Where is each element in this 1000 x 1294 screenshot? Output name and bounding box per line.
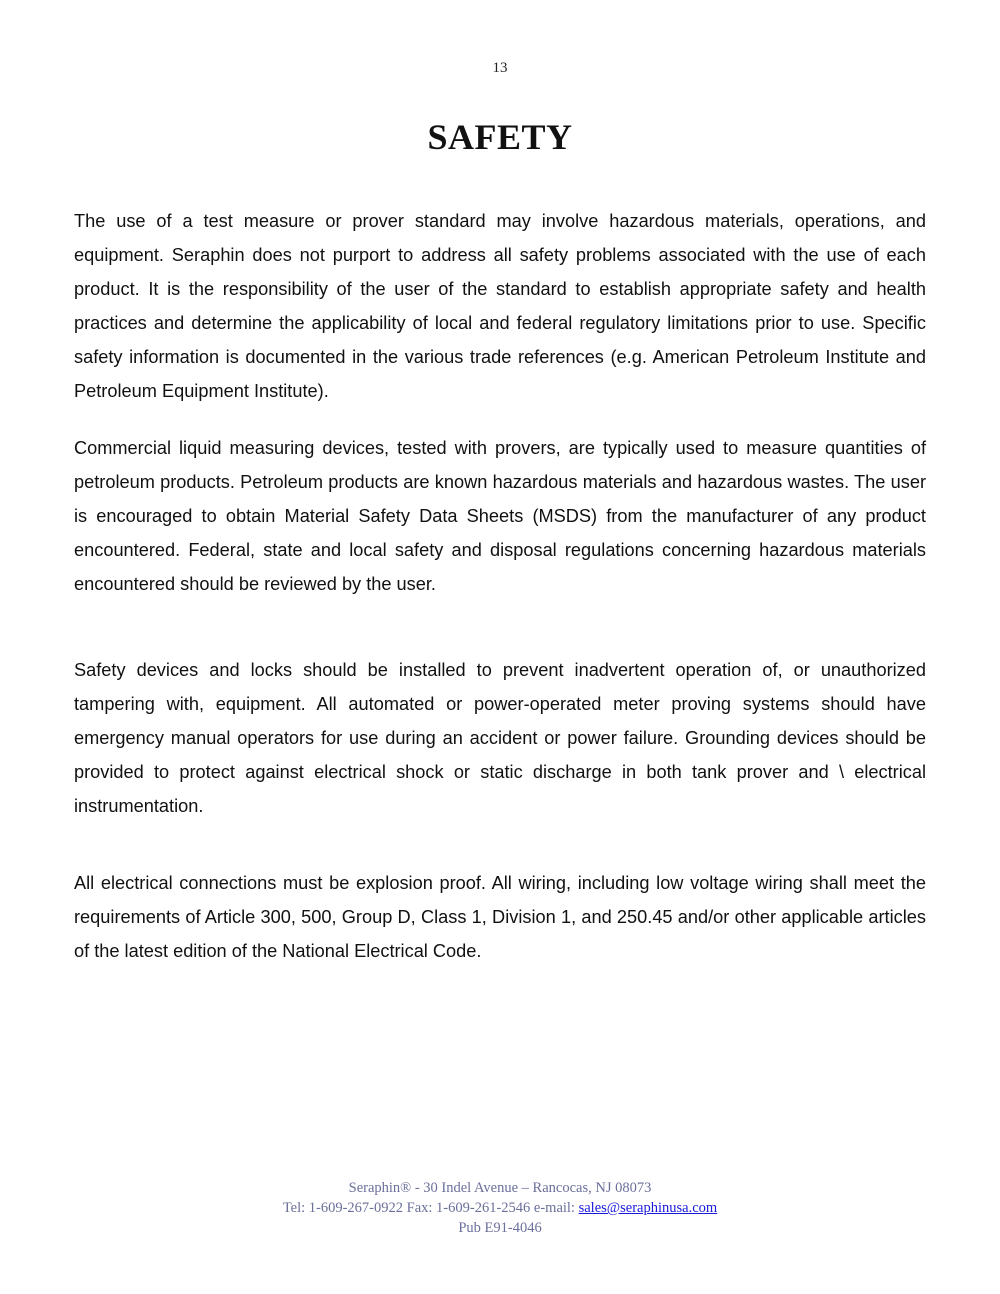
footer-email-link[interactable]: sales@seraphinusa.com	[578, 1200, 718, 1216]
footer-publication-number: Pub E91-4046	[458, 1220, 542, 1236]
paragraph-petroleum-products: Commercial liquid measuring devices, tested with provers, are typically used to measure quantities of petroleum products. Petroleum products are known hazardous materials and hazardous wastes. The user is encouraged to obtain Material Safety Data Sheets (MSDS) from the manufacturer of any product encountered. Federal, state and local safety and disposal regulations concerning hazardous materials encountered should be reviewed by the user.	[74, 438, 926, 594]
footer-contact	[0, 1198, 1000, 1218]
footer-phone-fax: Tel: 1-609-267-0922 Fax: 1-609-261-2546 e-mail:	[282, 1200, 579, 1216]
paragraph-hazard-intro: The use of a test measure or prover standard may involve hazardous materials, operations, and equipment. Seraphin does not purport to address all safety problems associated with the use of each product. It is the responsibility of the user of the standard to establish appropriate safety and health practices and determine the applicability of local and federal regulatory limitations prior to use. Specific safety information is documented in the various trade references (e.g. American Petroleum Institute and Petroleum Equipment Institute).	[74, 211, 926, 401]
paragraph-safety-devices: Safety devices and locks should be installed to prevent inadvertent operation of, or unauthorized tampering with, equipment. All automated or power-operated meter proving systems should have emergency manual operators for use during an accident or power failure. Grounding devices should be provided to protect against electrical shock or static discharge in both tank prover and \ electrical instrumentation.	[74, 660, 926, 816]
footer-address: Seraphin® - 30 Indel Avenue – Rancocas, NJ 08073	[348, 1180, 652, 1196]
page-number: 13	[492, 60, 508, 76]
paragraph-electrical-connections: All electrical connections must be explosion proof. All wiring, including low voltage wiring shall meet the requirements of Article 300, 500, Group D, Class 1, Division 1, and 250.45 and/or other applicable articles of the latest edition of the National Electrical Code.	[74, 873, 926, 961]
page-title: SAFETY	[427, 117, 573, 157]
page-footer	[0, 1178, 1000, 1238]
